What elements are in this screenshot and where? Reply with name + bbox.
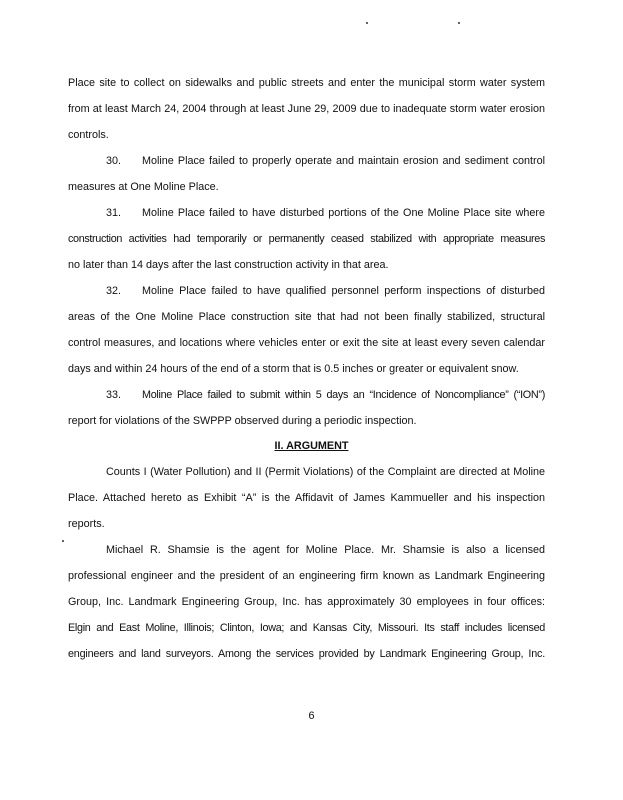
scan-speck: [62, 540, 64, 542]
body-text-line: reports.: [68, 518, 105, 530]
body-text-line: engineers and land surveyors. Among the services provided by Landmark Engineering Group, Inc.: [68, 648, 545, 660]
body-text-line: Moline Place failed to submit within 5 days an “Incidence of Noncompliance” (“ION”): [142, 389, 545, 401]
paragraph-number: 30.: [106, 155, 122, 167]
body-text-line: Counts I (Water Pollution) and II (Permit Violations) of the Complaint are directed at Moline: [106, 466, 545, 478]
body-text-line: areas of the One Moline Place construction site that had not been finally stabilized, structural: [68, 311, 545, 323]
body-text-line: Place site to collect on sidewalks and public streets and enter the municipal storm water system: [68, 77, 545, 89]
section-heading: [0, 440, 623, 453]
scan-speck: [366, 22, 368, 24]
body-text-line: construction activities had temporarily or permanently ceased stabilized with appropriate measures: [68, 233, 545, 245]
body-text-line: measures at One Moline Place.: [68, 181, 219, 193]
paragraph-number: 32.: [106, 285, 122, 297]
body-text-line: Place. Attached hereto as Exhibit “A” is the Affidavit of James Kammueller and his inspection: [68, 492, 545, 504]
body-text-line: report for violations of the SWPPP observed during a periodic inspection.: [68, 415, 417, 427]
body-text-line: Moline Place failed to have disturbed portions of the One Moline Place site where: [142, 207, 545, 219]
section-heading-text: II. ARGUMENT: [274, 440, 349, 452]
body-text-line: days and within 24 hours of the end of a storm that is 0.5 inches or greater or equivalent snow.: [68, 363, 519, 375]
scan-speck: [458, 22, 460, 24]
body-text-line: Moline Place failed to properly operate and maintain erosion and sediment control: [142, 155, 545, 167]
body-text-line: Elgin and East Moline, Illinois; Clinton, Iowa; and Kansas City, Missouri. Its staff includes licensed: [68, 622, 545, 634]
body-text-line: from at least March 24, 2004 through at least June 29, 2009 due to inadequate storm water erosion: [68, 103, 545, 115]
body-text-line: controls.: [68, 129, 109, 141]
body-text-line: control measures, and locations where vehicles enter or exit the site at least every seven calendar: [68, 337, 545, 349]
body-text-line: professional engineer and the president of an engineering firm known as Landmark Engineering: [68, 570, 545, 582]
page-number: 6: [308, 710, 315, 722]
body-text-line: Michael R. Shamsie is the agent for Moline Place. Mr. Shamsie is also a licensed: [106, 544, 545, 556]
paragraph-number: 31.: [106, 207, 122, 219]
body-text-line: no later than 14 days after the last construction activity in that area.: [68, 259, 389, 271]
paragraph-number: 33.: [106, 389, 122, 401]
body-text-line: Moline Place failed to have qualified personnel perform inspections of disturbed: [142, 285, 545, 297]
body-text-line: Group, Inc. Landmark Engineering Group, Inc. has approximately 30 employees in four offices:: [68, 596, 545, 608]
